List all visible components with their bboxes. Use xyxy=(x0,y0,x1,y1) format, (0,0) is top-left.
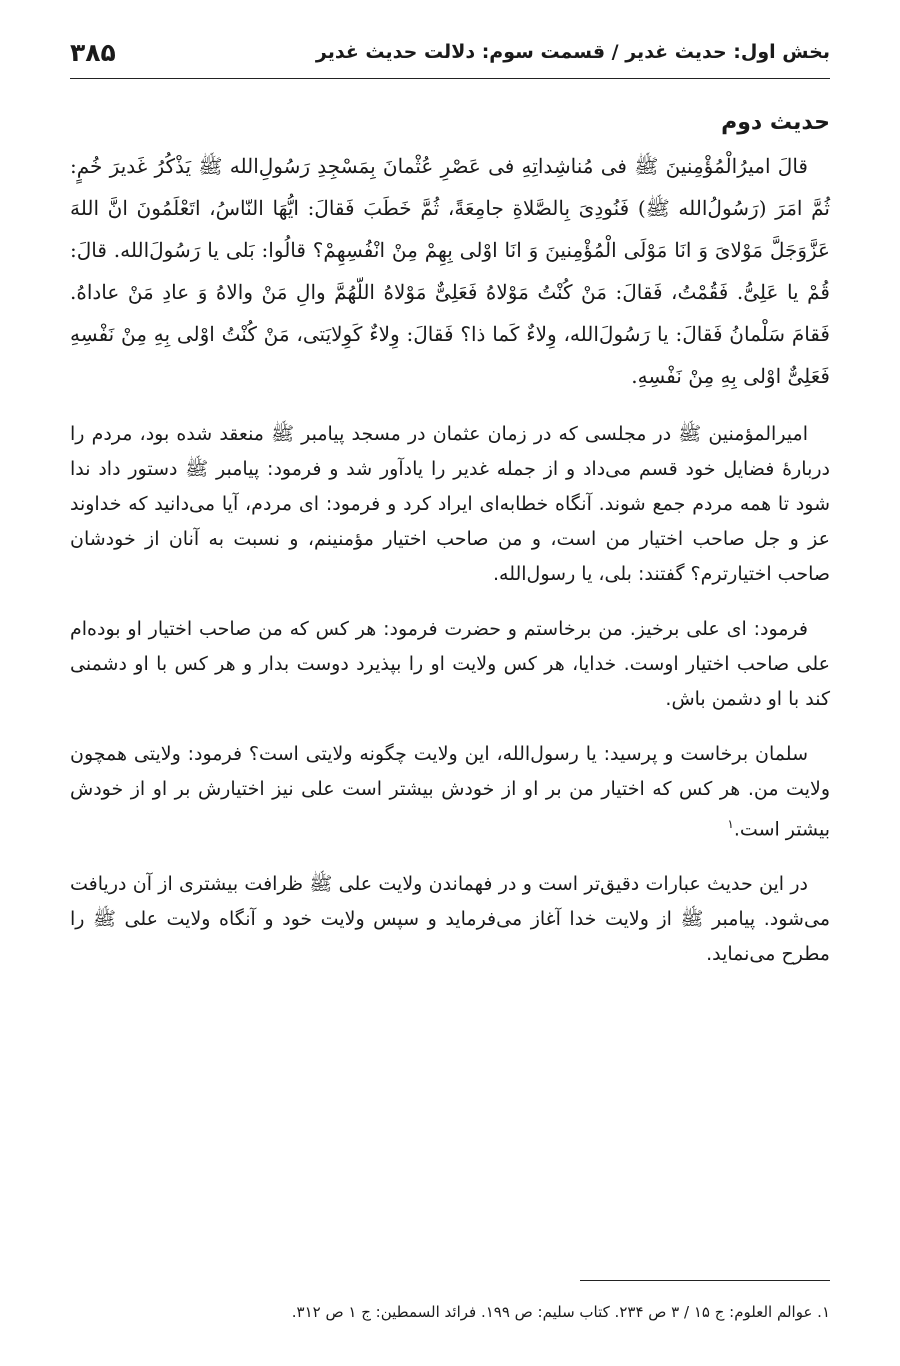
page-number: ۳۸۵ xyxy=(70,37,116,67)
translation-paragraph-3-text: سلمان برخاست و پرسید: یا رسول‌الله، این ولایت چگونه ولایتی است؟ فرمود: ولایتی همچون ولایت من. هر کس که اختیار من بر او از خودش بیشتر است علی نیز اختیارش بر او از خودش بیشتر است. xyxy=(70,743,830,841)
header-title: بخش اول: حدیث غدیر / قسمت سوم: دلالت حدیث غدیر xyxy=(315,41,830,63)
section-heading: حدیث دوم xyxy=(721,110,830,135)
translation-paragraph-2: فرمود: ای علی برخیز. من برخاستم و حضرت فرمود: هر کس که من صاحب اختیار او بوده‌ام علی صاحب اختیار اوست. خدایا، هر کس ولایت او را بپذیرد دوست بدار و هر کس با او دشمنی کند با او دشمن باش. xyxy=(70,618,830,710)
main-content xyxy=(70,110,830,992)
commentary-paragraph: در این حدیث عبارات دقیق‌تر است و در فهماندن ولایت علی ﷺ ظرافت بیشتری از آن دریافت می‌شود. پیامبر ﷺ از ولایت خدا آغاز می‌فرماید و سپس ولایت خود و آنگاه ولایت علی ﷺ را مطرح می‌نماید. xyxy=(70,873,830,966)
footnote-marker[interactable]: ۱ xyxy=(727,817,734,831)
footnote-divider xyxy=(580,1280,830,1281)
footnote: ۱. عوالم العلوم: ج ۱۵ / ۳ ص ۲۳۴. کتاب سلیم: ص ۱۹۹. فرائد السمطین: ج ۱ ص ۳۱۲. xyxy=(291,1303,830,1321)
translation-paragraph-3 xyxy=(70,737,830,847)
running-header xyxy=(70,32,830,79)
translation-paragraph-1: امیرالمؤمنین ﷺ در مجلسی که در زمان عثمان در مسجد پیامبر ﷺ منعقد شده بود، مردم را دربارهٔ فضایل خود قسم می‌داد و از جمله غدیر را یادآور شد و فرمود: پیامبر ﷺ دستور داد ندا شود تا همه مردم جمع شوند. آنگاه خطابه‌ای ایراد کرد و فرمود: ای مردم، آیا می‌دانید که خداوند عز و جل صاحب اختیار من است، و من صاحب اختیار مؤمنینم، و نسبت به آنان از خودشان صاحب اختیارترم؟ گفتند: بلی، یا رسول‌الله. xyxy=(70,423,830,585)
arabic-hadith-text: قالَ امیرُالْمُؤْمِنینَ ﷺ فی مُناشِداتِهِ فی عَصْرِ عُثْمانَ بِمَسْجِدِ رَسُولِ‌الله ﷺ یَذْكُرُ غَدیرَ خُمٍ: ثُمَّ امَرَ (رَسُولُ‌الله ﷺ) فَنُودِیَ بِالصَّلاةِ جامِعَةً، ثُمَّ خَطَبَ فَقالَ: ایُّهَا النّاسُ، اتَعْلَمُونَ انَّ اللهَ عَزَّوَجَلَّ مَوْلایَ وَ انَا مَوْلَی الْمُؤْمِنینَ وَ انَا اوْلی بِهِمْ مِنْ انْفُسِهِمْ؟ قالُوا: بَلی یا رَسُولَ‌الله. قالَ: قُمْ یا عَلِیُّ. فَقُمْتُ، فَقالَ: مَنْ كُنْتُ مَوْلاهُ فَعَلِیٌّ مَوْلاهُ اللّهُمَّ والِ مَنْ والاهُ وَ عادِ مَنْ عاداهُ. فَقامَ سَلْمانُ فَقالَ: یا رَسُولَ‌الله، وِلاءٌ كَما ذا؟ فَقالَ: وِلاءٌ كَوِلایَتی، مَنْ كُنْتُ اوْلی بِهِ مِنْ نَفْسِهِ فَعَلِیٌّ اوْلی بِهِ مِنْ نَفْسِهِ. xyxy=(70,154,830,388)
